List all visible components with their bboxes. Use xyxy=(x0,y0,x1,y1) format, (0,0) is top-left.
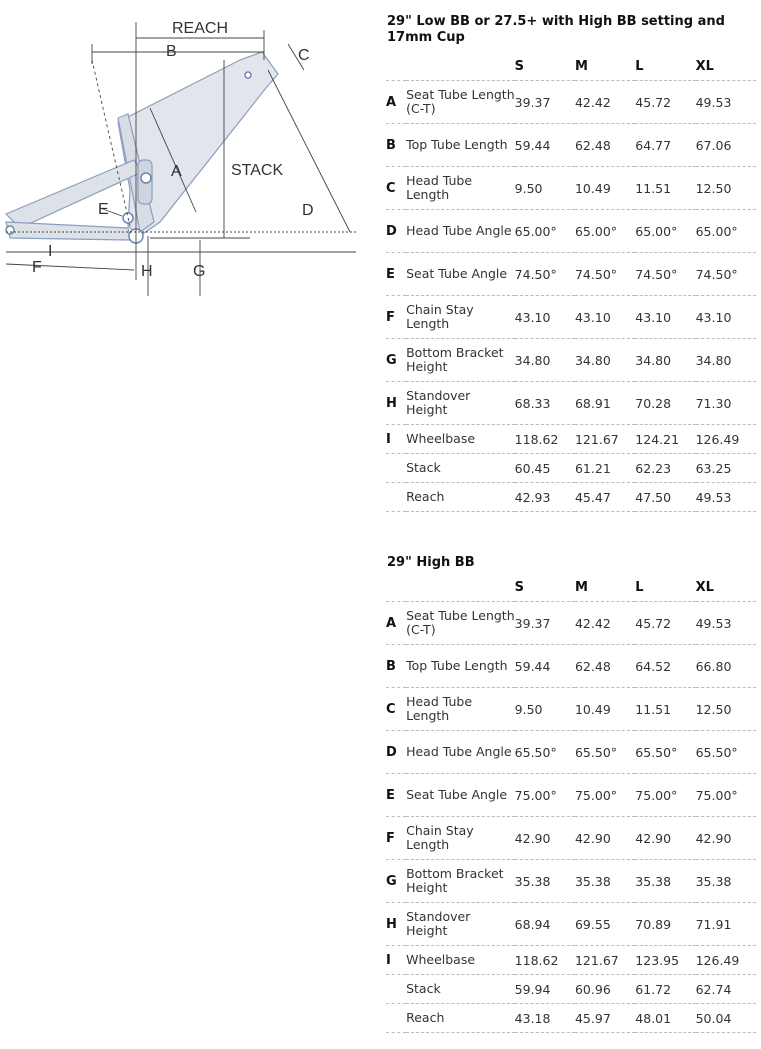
geometry-row xyxy=(386,425,756,454)
geometry-row xyxy=(386,339,756,382)
dimension-value: 75.00° xyxy=(515,774,575,817)
dimension-value: 118.62 xyxy=(515,946,575,975)
size-header: M xyxy=(575,52,635,81)
dimension-letter: G xyxy=(386,860,406,903)
dimension-b-label: B xyxy=(166,43,177,60)
dimension-value: 35.38 xyxy=(635,860,695,903)
geometry-row xyxy=(386,253,756,296)
geometry-table-body xyxy=(386,602,756,1033)
dimension-label: Standover Height xyxy=(406,382,515,425)
dimension-value: 118.62 xyxy=(515,425,575,454)
dimension-value: 121.67 xyxy=(575,425,635,454)
dimension-value: 75.00° xyxy=(575,774,635,817)
frame-geometry-diagram xyxy=(0,0,360,300)
dimension-value: 45.97 xyxy=(575,1004,635,1033)
dimension-value: 61.72 xyxy=(635,975,695,1004)
dimension-value: 49.53 xyxy=(696,81,756,124)
geometry-row xyxy=(386,296,756,339)
dimension-letter: A xyxy=(386,602,406,645)
dimension-value: 62.48 xyxy=(575,645,635,688)
dimension-label: Seat Tube Length (C-T) xyxy=(406,602,515,645)
geometry-row xyxy=(386,946,756,975)
dimension-value: 39.37 xyxy=(515,81,575,124)
dimension-value: 49.53 xyxy=(696,602,756,645)
dimension-letter: I xyxy=(386,946,406,975)
dimension-value: 68.91 xyxy=(575,382,635,425)
dimension-value: 10.49 xyxy=(575,167,635,210)
dimension-value: 35.38 xyxy=(696,860,756,903)
size-header-row xyxy=(386,52,756,81)
size-header: XL xyxy=(696,573,756,602)
dimension-value: 11.51 xyxy=(635,167,695,210)
dimension-label: Standover Height xyxy=(406,903,515,946)
dimension-value: 62.23 xyxy=(635,454,695,483)
size-header: S xyxy=(515,573,575,602)
dimension-label: Top Tube Length xyxy=(406,124,515,167)
dimension-label: Top Tube Length xyxy=(406,645,515,688)
dimension-value: 68.33 xyxy=(515,382,575,425)
dimension-value: 43.10 xyxy=(575,296,635,339)
dimension-value: 45.47 xyxy=(575,483,635,512)
geometry-row xyxy=(386,774,756,817)
dimension-value: 75.00° xyxy=(696,774,756,817)
geometry-table-title: 29" Low BB or 27.5+ with High BB setting and 17mm Cup xyxy=(387,14,725,45)
dimension-value: 71.91 xyxy=(696,903,756,946)
dimension-value: 65.00° xyxy=(575,210,635,253)
dimension-value: 35.38 xyxy=(515,860,575,903)
geometry-row xyxy=(386,975,756,1004)
dimension-value: 42.42 xyxy=(575,602,635,645)
dimension-value: 67.06 xyxy=(696,124,756,167)
dimension-value: 65.00° xyxy=(515,210,575,253)
dimension-label: Seat Tube Angle xyxy=(406,774,515,817)
dimension-label: Chain Stay Length xyxy=(406,817,515,860)
dimension-value: 65.00° xyxy=(696,210,756,253)
dimension-value: 62.48 xyxy=(575,124,635,167)
geometry-table-title: 29" High BB xyxy=(387,555,475,570)
dimension-value: 59.94 xyxy=(515,975,575,1004)
dimension-letter: G xyxy=(386,339,406,382)
dimension-value: 45.72 xyxy=(635,81,695,124)
geometry-table-high-bb xyxy=(386,555,756,1033)
dimension-label: Head Tube Angle xyxy=(406,210,515,253)
reach-label: REACH xyxy=(172,20,229,37)
dimension-value: 71.30 xyxy=(696,382,756,425)
dimension-value: 64.52 xyxy=(635,645,695,688)
dimension-label: Chain Stay Length xyxy=(406,296,515,339)
dimension-value: 42.90 xyxy=(575,817,635,860)
dimension-value: 123.95 xyxy=(635,946,695,975)
dimension-label: Seat Tube Length (C-T) xyxy=(406,81,515,124)
dimension-value: 59.44 xyxy=(515,124,575,167)
dimension-value: 9.50 xyxy=(515,167,575,210)
geometry-row xyxy=(386,731,756,774)
size-header: M xyxy=(575,573,635,602)
dimension-e-label: E xyxy=(98,201,109,218)
dimension-letter: A xyxy=(386,81,406,124)
dimension-label: Wheelbase xyxy=(406,425,515,454)
dimension-label: Bottom Bracket Height xyxy=(406,860,515,903)
dimension-value: 63.25 xyxy=(696,454,756,483)
dimension-value: 47.50 xyxy=(635,483,695,512)
dimension-value: 121.67 xyxy=(575,946,635,975)
dimension-value: 62.74 xyxy=(696,975,756,1004)
dimension-value: 45.72 xyxy=(635,602,695,645)
geometry-row xyxy=(386,1004,756,1033)
dimension-value: 74.50° xyxy=(635,253,695,296)
dimension-label: Bottom Bracket Height xyxy=(406,339,515,382)
dimension-value: 35.38 xyxy=(575,860,635,903)
dimension-letter: H xyxy=(386,903,406,946)
dimension-label: Stack xyxy=(406,454,515,483)
dimension-i-label: I xyxy=(48,243,53,260)
dimension-value: 12.50 xyxy=(696,688,756,731)
dimension-letter: C xyxy=(386,167,406,210)
dimension-value: 12.50 xyxy=(696,167,756,210)
dimension-value: 60.45 xyxy=(515,454,575,483)
dimension-value: 34.80 xyxy=(575,339,635,382)
geometry-row xyxy=(386,454,756,483)
dimension-letter: F xyxy=(386,296,406,339)
dimension-value: 65.50° xyxy=(635,731,695,774)
dimension-value: 65.50° xyxy=(696,731,756,774)
dimension-letter: I xyxy=(386,425,406,454)
dimension-c-label: C xyxy=(298,47,310,64)
dimension-value: 11.51 xyxy=(635,688,695,731)
dimension-value: 66.80 xyxy=(696,645,756,688)
geometry-table-body xyxy=(386,81,756,512)
dimension-value: 39.37 xyxy=(515,602,575,645)
dimension-value: 126.49 xyxy=(696,425,756,454)
size-header: S xyxy=(515,52,575,81)
dimension-value: 9.50 xyxy=(515,688,575,731)
dimension-letter: F xyxy=(386,817,406,860)
geometry-row xyxy=(386,688,756,731)
dimension-letter: E xyxy=(386,774,406,817)
dimension-letter xyxy=(386,454,406,483)
dimension-value: 60.96 xyxy=(575,975,635,1004)
dimension-label: Head Tube Length xyxy=(406,688,515,731)
dimension-value: 65.00° xyxy=(635,210,695,253)
dimension-value: 70.89 xyxy=(635,903,695,946)
dimension-d-label: D xyxy=(302,202,314,219)
dimension-letter xyxy=(386,1004,406,1033)
dimension-value: 34.80 xyxy=(515,339,575,382)
dimension-value: 65.50° xyxy=(515,731,575,774)
dimension-value: 43.10 xyxy=(515,296,575,339)
dimension-label: Reach xyxy=(406,483,515,512)
dimension-value: 34.80 xyxy=(696,339,756,382)
dimension-letter: H xyxy=(386,382,406,425)
dimension-value: 43.18 xyxy=(515,1004,575,1033)
dimension-value: 64.77 xyxy=(635,124,695,167)
dimension-label: Seat Tube Angle xyxy=(406,253,515,296)
dimension-value: 50.04 xyxy=(696,1004,756,1033)
dimension-value: 42.90 xyxy=(635,817,695,860)
bike-frame xyxy=(6,52,278,240)
geometry-row xyxy=(386,210,756,253)
dimension-value: 42.90 xyxy=(515,817,575,860)
dimension-letter: C xyxy=(386,688,406,731)
dimension-value: 43.10 xyxy=(696,296,756,339)
dimension-g-label: G xyxy=(193,263,206,280)
dimension-value: 74.50° xyxy=(696,253,756,296)
dimension-letter: B xyxy=(386,645,406,688)
dimension-value: 61.21 xyxy=(575,454,635,483)
dimension-value: 68.94 xyxy=(515,903,575,946)
dimension-label: Head Tube Angle xyxy=(406,731,515,774)
dimension-value: 124.21 xyxy=(635,425,695,454)
dimension-letter: D xyxy=(386,731,406,774)
geometry-row xyxy=(386,382,756,425)
dimension-label: Reach xyxy=(406,1004,515,1033)
dimension-value: 59.44 xyxy=(515,645,575,688)
dimension-value: 48.01 xyxy=(635,1004,695,1033)
dimension-value: 126.49 xyxy=(696,946,756,975)
dimension-value: 42.90 xyxy=(696,817,756,860)
dimension-value: 42.42 xyxy=(575,81,635,124)
dimension-letter: B xyxy=(386,124,406,167)
dimension-value: 10.49 xyxy=(575,688,635,731)
geometry-row xyxy=(386,483,756,512)
dimension-value: 34.80 xyxy=(635,339,695,382)
geometry-row xyxy=(386,903,756,946)
dimension-value: 42.93 xyxy=(515,483,575,512)
geometry-table-low-bb xyxy=(386,14,756,512)
dimension-value: 70.28 xyxy=(635,382,695,425)
dimension-label: Head Tube Length xyxy=(406,167,515,210)
geometry-row xyxy=(386,645,756,688)
dimension-a-label: A xyxy=(171,163,182,180)
dimension-value: 69.55 xyxy=(575,903,635,946)
size-header-row xyxy=(386,573,756,602)
geometry-row xyxy=(386,817,756,860)
dimension-h-label: H xyxy=(141,263,153,280)
dimension-value: 43.10 xyxy=(635,296,695,339)
dimension-value: 75.00° xyxy=(635,774,695,817)
dimension-label: Wheelbase xyxy=(406,946,515,975)
geometry-row xyxy=(386,81,756,124)
dimension-f-label: F xyxy=(32,259,42,276)
dimension-letter xyxy=(386,975,406,1004)
dimension-value: 65.50° xyxy=(575,731,635,774)
dimension-letter: D xyxy=(386,210,406,253)
dimension-value: 74.50° xyxy=(575,253,635,296)
dimension-label: Stack xyxy=(406,975,515,1004)
geometry-row xyxy=(386,602,756,645)
geometry-row xyxy=(386,124,756,167)
dimension-value: 49.53 xyxy=(696,483,756,512)
stack-label: STACK xyxy=(231,162,284,179)
dimension-value: 74.50° xyxy=(515,253,575,296)
geometry-row xyxy=(386,860,756,903)
dimension-letter: E xyxy=(386,253,406,296)
size-header: L xyxy=(635,52,695,81)
geometry-row xyxy=(386,167,756,210)
dimension-letter xyxy=(386,483,406,512)
size-header: XL xyxy=(696,52,756,81)
size-header: L xyxy=(635,573,695,602)
